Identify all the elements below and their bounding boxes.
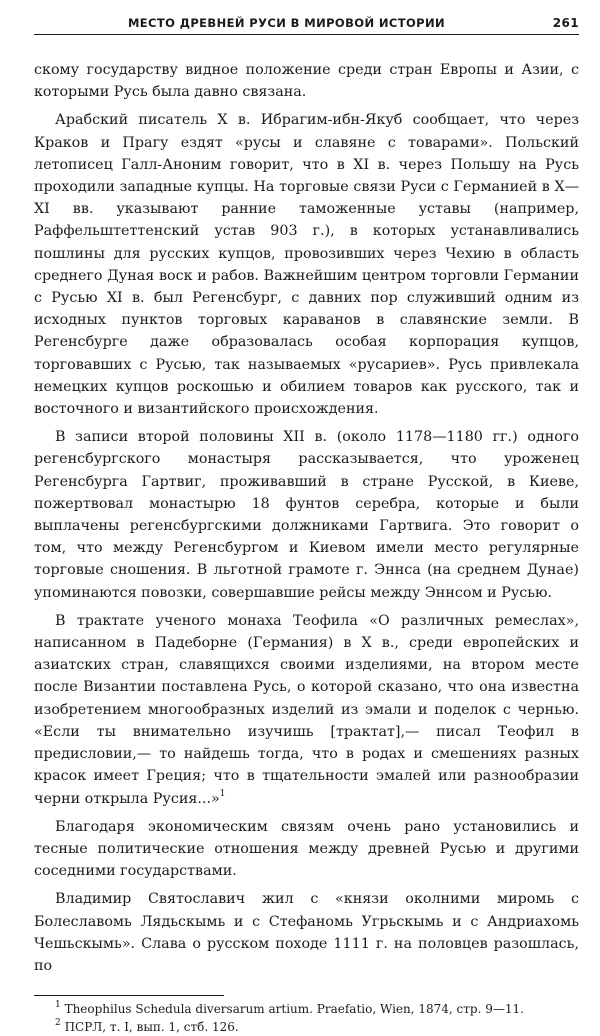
paragraph-text: Арабский писатель X в. Ибрагим-ибн-Якуб сообщает, что через Краков и Прагу ездят «русы и славяне с товарами». Польский летописец Галл-Аноним говорит, что в XI в. через Польшу на Русь проходили западные купцы. На торговые связи Руси с Германией в X—XI вв. указывают ранние таможенные уставы (например, Раффельштеттенский устав 903 г.), в которых устанавливались пошлины для русских купцов, провозивших через Чехию в область среднего Дуная воск и рабов. Важнейшим центром торговли Германии с Русью XI в. был Регенсбург, с давних пор служивший одним из исходных пунктов торговых караванов в славянские земли. В Регенсбурге даже образовалась особая корпорация купцов, торговавших с Русью, так называемых «русариев». Русь привлекала немецких купцов роскошью и обилием товаров как русского, так и восточного и византийского происхождения. xyxy=(34,112,579,418)
footnotes xyxy=(34,1000,579,1036)
paragraph-text: В трактате ученого монаха Теофила «О различных ремеслах», написанном в Падеборне (Германия) в X в., среди европейских и азиатских стран, славящихся своими изделиями, на втором месте после Византии поставлена Русь, о которой сказано, что она известна изобретением многообразных изделий из эмали и поделок с чернью. «Если ты внимательно изучишь [трактат],— писал Теофил в предисловии,— то найдешь тогда, что в родах и смешениях разных красок имеет Греция; что в тщательности эмалей или разнообразии черни открыла Русия...» xyxy=(34,612,579,807)
paragraph-text: Владимир Святославич жил с «князи околними миромь с Болеславомь Лядьскымь и с Стефаномь Угрьскымь и с Андриахомь Чешьскымь». Слава о русском походе 1111 г. на половцев разошлась, по xyxy=(34,891,579,974)
page-number: 261 xyxy=(552,16,579,30)
footnote-2 xyxy=(34,1018,579,1036)
paragraph-text: Благодаря экономическим связям очень рано установились и тесные политические отношения между древней Русью и другими соседними государствами. xyxy=(34,818,579,880)
paragraph-political-ties xyxy=(34,816,579,883)
paragraph-regensburg xyxy=(34,426,579,604)
footnote-marker-1[interactable]: 1 xyxy=(219,788,226,799)
paragraph-trade-routes xyxy=(34,109,579,420)
book-page xyxy=(34,14,579,1036)
body-text xyxy=(34,59,579,977)
paragraph-text: скому государству видное положение среди стран Европы и Азии, с которыми Русь была давно связана. xyxy=(34,62,579,101)
footnote-mark: 1 xyxy=(55,1000,61,1011)
footnote-text: ПСРЛ, т. I, вып. 1, стб. 126. xyxy=(64,1020,239,1035)
paragraph-theophilus xyxy=(34,610,579,810)
footnote-divider xyxy=(34,995,224,996)
paragraph-text: В записи второй половины XII в. (около 1178—1180 гг.) одного регенсбургского монастыря рассказывается, что уроженец Регенсбурга Гартвиг, проживавший в стране Русской, в Киеве, пожертвовал монастырю 18 фунтов серебра, которые и были выплачены регенсбургскими должниками Гартвига. Это говорит о том, что между Регенсбургом и Киевом имели место регулярные торговые сношения. В льготной грамоте г. Эннса (на среднем Дунае) упоминаются повозки, совершавшие рейсы между Эннсом и Русью. xyxy=(34,429,579,601)
running-title: МЕСТО ДРЕВНЕЙ РУСИ В МИРОВОЙ ИСТОРИИ xyxy=(127,16,446,30)
paragraph-vladimir xyxy=(34,888,579,977)
footnote-mark: 2 xyxy=(55,1018,61,1029)
running-header xyxy=(34,14,579,35)
footnote-text: Theophilus Schedula diversarum artium. Praefatio, Wien, 1874, стр. 9—11. xyxy=(64,1002,524,1017)
paragraph-continuation xyxy=(34,59,579,103)
footnote-1 xyxy=(34,1000,579,1018)
